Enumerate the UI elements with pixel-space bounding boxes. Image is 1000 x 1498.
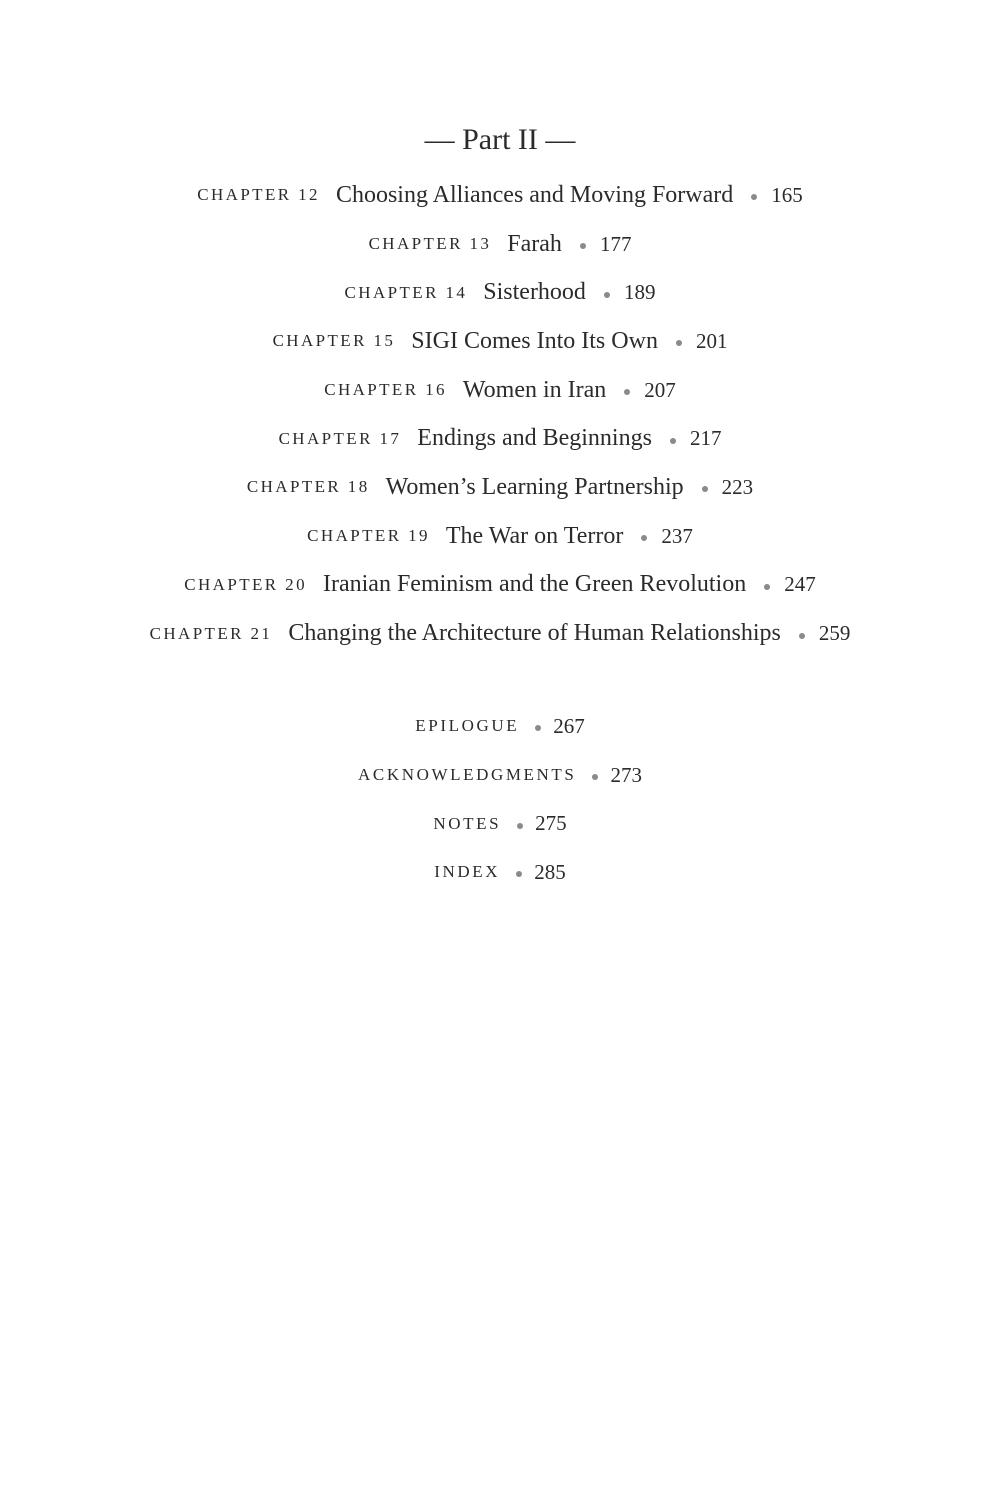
chapter-title: Endings and Beginnings — [417, 425, 652, 452]
chapter-title: The War on Terror — [445, 522, 624, 549]
toc-entry-epilogue[interactable] — [0, 702, 1000, 751]
part-heading: — Part II — — [424, 123, 576, 156]
back-matter-label: ACKNOWLEDGMENTS — [358, 765, 577, 785]
chapter-label: CHAPTER 20 — [184, 574, 307, 594]
back-matter-label: EPILOGUE — [415, 716, 520, 736]
page-number: 267 — [553, 713, 585, 738]
page-number: 207 — [644, 377, 676, 402]
toc-entry-acknowledgments[interactable] — [0, 751, 1000, 800]
bullet-separator-icon — [517, 823, 523, 829]
toc-entry-chapter-16[interactable] — [0, 366, 1000, 415]
page-number: 285 — [534, 859, 566, 884]
bullet-separator-icon — [604, 292, 610, 298]
page-number: 275 — [535, 811, 567, 836]
chapter-title: Changing the Architecture of Human Relationships — [288, 620, 781, 647]
page-number: 217 — [689, 426, 722, 451]
chapter-label: CHAPTER 16 — [324, 380, 447, 400]
toc-entry-chapter-19[interactable] — [0, 512, 1000, 561]
chapter-title: Sisterhood — [483, 279, 586, 306]
page-number: 247 — [784, 572, 816, 597]
chapter-label: CHAPTER 13 — [368, 234, 492, 254]
bullet-separator-icon — [670, 438, 676, 444]
toc-entry-chapter-21[interactable] — [0, 609, 1000, 658]
page-number: 223 — [721, 474, 754, 499]
bullet-separator-icon — [580, 243, 586, 249]
page-number: 201 — [695, 328, 728, 353]
bullet-separator-icon — [516, 871, 522, 877]
page-number: 259 — [818, 621, 851, 646]
back-matter-list — [0, 702, 1000, 897]
toc-entry-chapter-18[interactable] — [0, 463, 1000, 512]
chapter-title: Choosing Alliances and Moving Forward — [335, 181, 734, 208]
chapter-label: CHAPTER 19 — [307, 526, 430, 546]
chapter-label: CHAPTER 14 — [344, 282, 468, 302]
bullet-separator-icon — [535, 725, 541, 731]
chapter-list — [0, 171, 1000, 658]
toc-entry-chapter-12[interactable] — [0, 171, 1000, 220]
page-number: 189 — [623, 280, 656, 305]
bullet-separator-icon — [592, 774, 598, 780]
chapter-label: CHAPTER 15 — [272, 331, 396, 351]
back-matter-label: INDEX — [434, 862, 501, 882]
chapter-label: CHAPTER 17 — [278, 428, 402, 448]
page-number: 177 — [599, 231, 632, 256]
chapter-title: SIGI Comes Into Its Own — [411, 327, 658, 354]
back-matter-label: NOTES — [433, 813, 502, 833]
chapter-label: CHAPTER 21 — [149, 623, 273, 643]
page-number: 237 — [661, 523, 693, 548]
toc-entry-chapter-15[interactable] — [0, 317, 1000, 366]
page-number: 273 — [610, 762, 642, 787]
toc-entry-chapter-14[interactable] — [0, 268, 1000, 317]
bullet-separator-icon — [676, 340, 682, 346]
chapter-title: Women’s Learning Partnership — [385, 473, 684, 500]
bullet-separator-icon — [702, 486, 708, 492]
toc-entry-chapter-17[interactable] — [0, 414, 1000, 463]
bullet-separator-icon — [764, 584, 770, 590]
bullet-separator-icon — [799, 633, 805, 639]
bullet-separator-icon — [624, 389, 630, 395]
chapter-label: CHAPTER 12 — [197, 185, 320, 205]
chapter-title: Farah — [507, 230, 562, 257]
toc-entry-notes[interactable] — [0, 799, 1000, 848]
toc-entry-chapter-20[interactable] — [0, 561, 1000, 610]
chapter-title: Iranian Feminism and the Green Revolution — [322, 571, 747, 598]
chapter-title: Women in Iran — [462, 376, 607, 403]
page-number: 165 — [771, 182, 803, 207]
bullet-separator-icon — [641, 535, 647, 541]
bullet-separator-icon — [751, 194, 757, 200]
toc-entry-chapter-13[interactable] — [0, 220, 1000, 269]
toc-entry-index[interactable] — [0, 848, 1000, 897]
chapter-label: CHAPTER 18 — [246, 477, 370, 497]
